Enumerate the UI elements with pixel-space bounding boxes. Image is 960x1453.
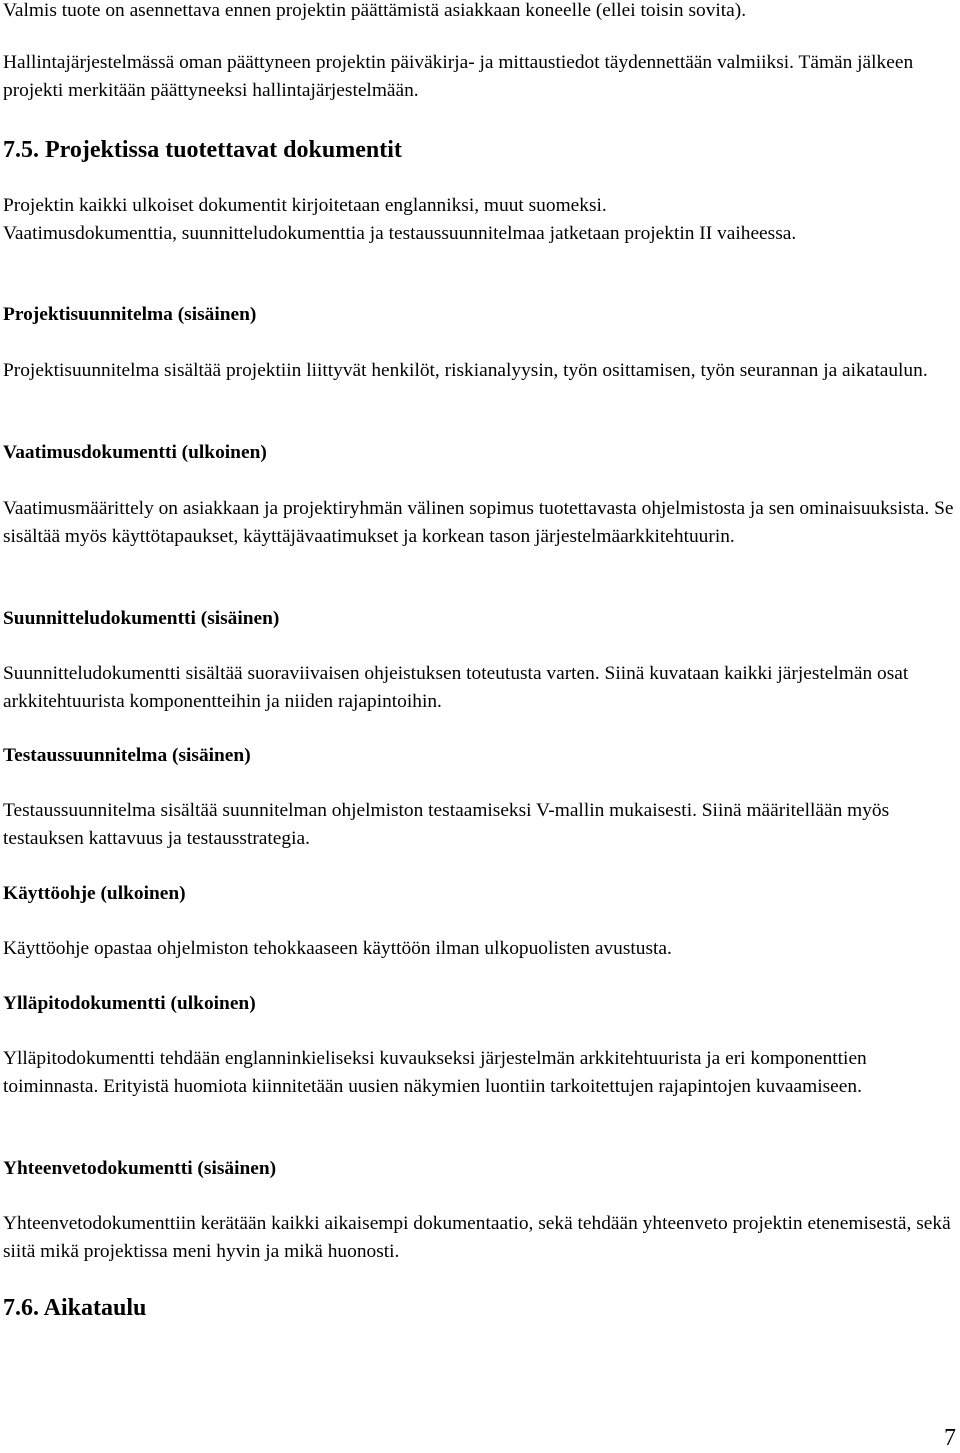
doc-text-yllapitodokumentti: Ylläpitodokumentti tehdään englanninkieliseksi kuvaukseksi järjestelmän arkkitehtuurista ja eri komponenttien toiminnasta. Erityistä huomiota kiinnitetään uusien näkymien luontiin tarkoitettujen rajapintojen kuvaamiseen. — [3, 1048, 867, 1097]
doc-heading-yhteenvetodokumentti: Yhteenvetodokumentti (sisäinen) — [3, 1158, 277, 1179]
doc-text-kayttoohje: Käyttöohje opastaa ohjelmiston tehokkaaseen käyttöön ilman ulkopuolisten avustusta. — [3, 938, 672, 959]
doc-heading-testaussuunnitelma: Testaussuunnitelma (sisäinen) — [3, 745, 251, 766]
doc-text-suunnitteludokumentti: Suunnitteludokumentti sisältää suoraviivaisen ohjeistuksen toteutusta varten. Siinä kuvataan kaikki järjestelmän osat arkkitehtuurista komponentteihin ja niiden rajapintoihin. — [3, 663, 909, 712]
doc-heading-projektisuunnitelma: Projektisuunnitelma (sisäinen) — [3, 304, 257, 325]
section-7-5-paragraph-1: Projektin kaikki ulkoiset dokumentit kirjoitetaan englanniksi, muut suomeksi. — [3, 195, 607, 216]
doc-text-yhteenvetodokumentti: Yhteenvetodokumenttiin kerätään kaikki aikaisempi dokumentaatio, sekä tehdään yhteenveto projektin etenemisestä, sekä siitä mikä projektissa meni hyvin ja mikä huonosti. — [3, 1213, 951, 1262]
doc-text-vaatimusdokumentti: Vaatimusmäärittely on asiakkaan ja projektiryhmän välinen sopimus tuotettavasta ohjelmistosta ja sen ominaisuuksista. Se sisältää myös käyttötapaukset, käyttäjävaatimukset ja korkean tason järjestelmäarkkitehtuurin. — [3, 498, 954, 547]
page-number: 7 — [944, 1425, 956, 1451]
doc-heading-vaatimusdokumentti: Vaatimusdokumentti (ulkoinen) — [3, 442, 267, 463]
section-7-5-paragraph-2: Vaatimusdokumenttia, suunnitteludokumenttia ja testaussuunnitelmaa jatketaan projektin II vaiheessa. — [3, 223, 797, 244]
doc-heading-kayttoohje: Käyttöohje (ulkoinen) — [3, 883, 186, 904]
intro-paragraph-2: Hallintajärjestelmässä oman päättyneen projektin päiväkirja- ja mittaustiedot täydennettään valmiiksi. Tämän jälkeen projekti merkitään päättyneeksi hallintajärjestelmään. — [3, 52, 914, 101]
doc-heading-yllapitodokumentti: Ylläpitodokumentti (ulkoinen) — [3, 993, 256, 1014]
doc-heading-suunnitteludokumentti: Suunnitteludokumentti (sisäinen) — [3, 608, 280, 629]
intro-paragraph-1: Valmis tuote on asennettava ennen projektin päättämistä asiakkaan koneelle (ellei toisin sovita). — [3, 0, 747, 21]
section-heading-7-6: 7.6. Aikataulu — [3, 1295, 147, 1321]
doc-text-testaussuunnitelma: Testaussuunnitelma sisältää suunnitelman ohjelmiston testaamiseksi V-mallin mukaisesti. Siinä määritellään myös testauksen kattavuus ja testausstrategia. — [3, 800, 890, 849]
doc-text-projektisuunnitelma: Projektisuunnitelma sisältää projektiin liittyvät henkilöt, riskianalyysin, työn osittamisen, työn seurannan ja aikataulun. — [3, 360, 928, 381]
section-heading-7-5: 7.5. Projektissa tuotettavat dokumentit — [3, 137, 402, 163]
